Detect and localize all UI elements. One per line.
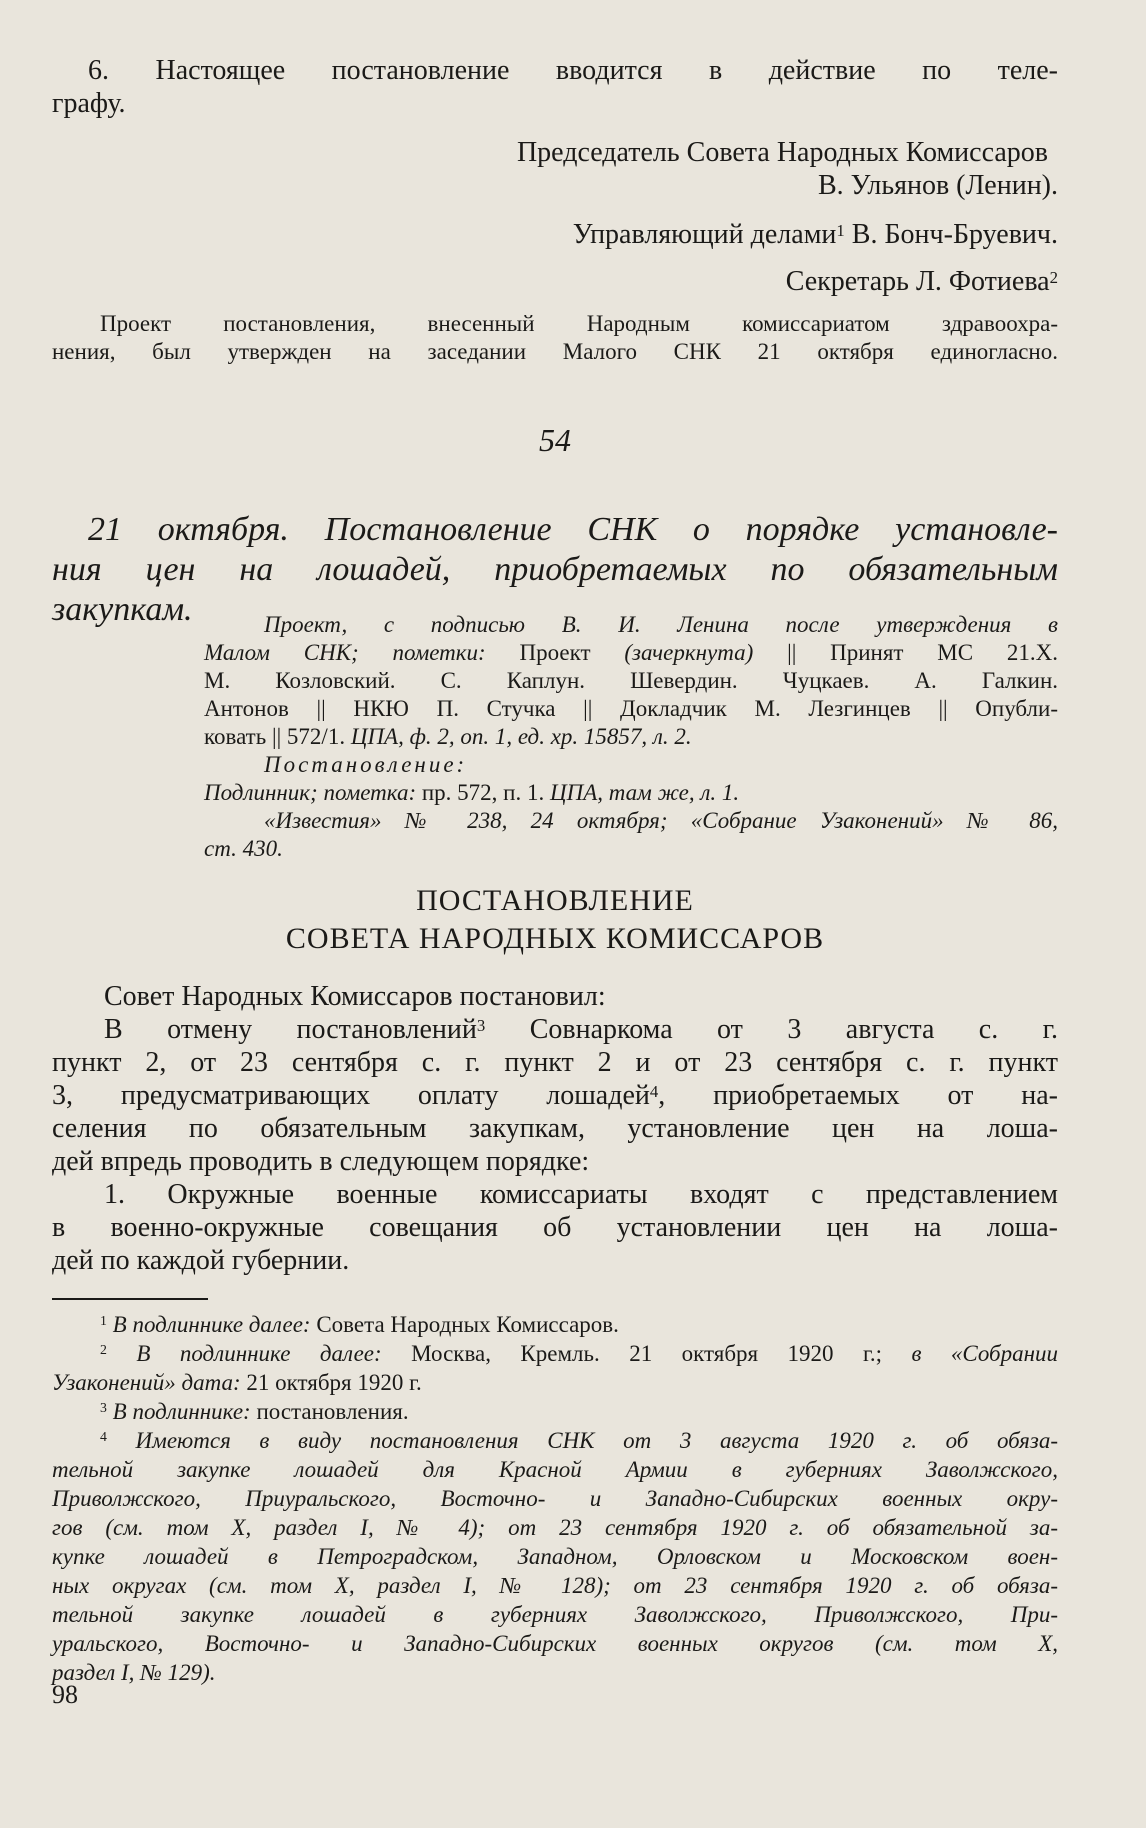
footnote-2-c: в «Собрании xyxy=(911,1341,1059,1366)
archive-line-6-c: ЦПА, там же, л. 1. xyxy=(550,780,740,805)
archive-line-2-c: (зачеркнута) xyxy=(624,640,754,665)
archive-line-4: Антонов || НКЮ П. Стучка || Докладчик М. Лезгинцев || Опубли- xyxy=(204,696,1058,721)
document-number xyxy=(52,420,1058,460)
manager-name: В. Бонч-Бруевич. xyxy=(851,219,1058,250)
footnotes xyxy=(52,1310,1058,1687)
body-line-7: 1. Окружные военные комиссариаты входят с представлением xyxy=(104,1179,1058,1210)
item-6-line-1: 6. Настоящее постановление вводится в действие по теле- xyxy=(88,55,1058,86)
body-line-6: дей впредь проводить в следующем порядке: xyxy=(52,1146,590,1177)
footnote-4-line-7: тельной закупке лошадей в губерниях Заволжского, Приволжского, При- xyxy=(52,1602,1058,1627)
footnote-ref-1: 1 xyxy=(836,221,845,240)
footnote-4-line-9: раздел I, № 129). xyxy=(52,1660,216,1685)
note-line-1: Проект постановления, внесенный Народным комиссариатом здравоохра- xyxy=(100,311,1058,336)
footnote-2-d: Узаконений» дата: xyxy=(52,1370,241,1395)
manager-label: Управляющий делами xyxy=(572,219,837,250)
manager-signature xyxy=(52,218,1058,251)
footnote-2-a: В подлиннике далее: xyxy=(136,1341,382,1366)
footnote-4-line-8: уральского, Восточно- и Западно-Сибирских военных округов (см. том X, xyxy=(52,1631,1058,1656)
heading-line-1: ПОСТАНОВЛЕНИЕ xyxy=(416,884,694,917)
footnote-3 xyxy=(52,1397,1058,1426)
archive-line-2-a: Малом СНК; пометки: xyxy=(204,640,486,665)
footnote-4-line-1 xyxy=(52,1426,1058,1455)
archive-line-2-d: || Принят МС 21.X. xyxy=(787,640,1058,665)
signatures xyxy=(52,136,1058,298)
body-line-2-a: В отмену постановлений xyxy=(104,1014,477,1045)
body-line-8: в военно-окружные совещания об установлении цен на лоша- xyxy=(52,1212,1058,1243)
archive-line-5-b: ЦПА, ф. 2, оп. 1, ед. хр. 15857, л. 2. xyxy=(350,724,692,749)
footnote-4-line-6: ных округах (см. том X, раздел I, № 128); от 23 сентября 1920 г. об обяза- xyxy=(52,1573,1058,1598)
footnote-4-marker: 4 xyxy=(100,1429,107,1444)
footnote-1-b: Совета Народных Комиссаров. xyxy=(316,1312,619,1337)
heading-line-2: СОВЕТА НАРОДНЫХ КОМИССАРОВ xyxy=(285,922,825,955)
body-line-2 xyxy=(52,1013,1058,1046)
archive-line-7: «Известия» № 238, 24 октября; «Собрание Узаконений» № 86, xyxy=(264,808,1058,833)
secretary-name: Секретарь Л. Фотиева xyxy=(785,266,1050,297)
archive-line-6-a: Подлинник; пометка: xyxy=(204,780,417,805)
footnote-ref-2: 2 xyxy=(1049,268,1058,287)
footnote-4-line-3: Приволжского, Приуральского, Восточно- и Западно-Сибирских военных окру- xyxy=(52,1486,1058,1511)
item-6-paragraph xyxy=(52,54,1058,120)
footnote-ref-4: 4 xyxy=(649,1082,659,1101)
footnote-4-line-4: гов (см. том X, раздел I, № 4); от 23 сентября 1920 г. об обязательной за- xyxy=(52,1515,1058,1540)
footnote-ref-3: 3 xyxy=(476,1016,486,1035)
archive-line-8: ст. 430. xyxy=(204,836,283,861)
archive-line-1-text: Проект, с подписью В. И. Ленина после утверждения в xyxy=(264,612,1058,637)
chair-title: Председатель Совета Народных Комиссаров xyxy=(516,137,1048,168)
item-6-line-2: графу. xyxy=(52,88,126,119)
footnote-4-line-2: тельной закупке лошадей для Красной Армии в губерниях Заволжского, xyxy=(52,1457,1058,1482)
body-line-9: дей по каждой губернии. xyxy=(52,1245,350,1276)
footnote-4-text-1: Имеются в виду постановления СНК от 3 августа 1920 г. об обяза- xyxy=(135,1428,1058,1453)
chair-name: В. Ульянов (Ленин). xyxy=(818,170,1058,201)
footnote-1-a: В подлиннике далее: xyxy=(112,1312,311,1337)
footnote-3-b: постановления. xyxy=(256,1399,409,1424)
body-line-4-a: 3, предусматривающих оплату лошадей xyxy=(52,1080,650,1111)
archive-line-1 xyxy=(204,611,1058,639)
footnote-2-b: Москва, Кремль. 21 октября 1920 г.; xyxy=(411,1341,882,1366)
archive-line-2-b: Проект xyxy=(519,640,591,665)
footnote-1 xyxy=(52,1310,1058,1339)
page-number: 98 xyxy=(52,1680,78,1709)
title-line-1: 21 октября. Постановление СНК о порядке установле- xyxy=(88,511,1058,548)
resolution-body xyxy=(52,980,1058,1277)
footnote-2-e: 21 октября 1920 г. xyxy=(246,1370,422,1395)
body-line-3: пункт 2, от 23 сентября с. г. пункт 2 и от 23 сентября с. г. пункт xyxy=(52,1047,1058,1078)
body-line-2-b: Совнаркома от 3 августа с. г. xyxy=(529,1014,1058,1045)
archive-subhead: Постановление: xyxy=(264,752,468,777)
footnote-2-line-1 xyxy=(52,1339,1058,1368)
footnote-2-line-2 xyxy=(52,1368,1058,1397)
document-number-text: 54 xyxy=(539,422,571,458)
footnote-3-a: В подлиннике: xyxy=(112,1399,251,1424)
body-line-4-b: , приобретаемых от на- xyxy=(658,1080,1058,1111)
body-line-4 xyxy=(52,1079,1058,1112)
note-line-2: нения, был утвержден на заседании Малого СНК 21 октября единогласно. xyxy=(52,339,1058,364)
archive-line-2 xyxy=(204,639,1058,667)
footnote-4-line-5: купке лошадей в Петроградском, Западном, Орловском и Московском воен- xyxy=(52,1544,1058,1569)
title-line-3: закупкам. xyxy=(52,591,193,628)
footnote-1-marker: 1 xyxy=(100,1313,107,1328)
title-line-2: ния цен на лошадей, приобретаемых по обязательным xyxy=(52,551,1058,588)
archive-line-5-a: ковать || 572/1. xyxy=(204,724,346,749)
archive-line-6-b: пр. 572, п. 1. xyxy=(421,780,545,805)
body-line-1: Совет Народных Комиссаров постановил: xyxy=(104,981,606,1012)
footnote-2-marker: 2 xyxy=(100,1342,107,1357)
archive-line-5 xyxy=(204,723,1058,751)
archive-line-3: М. Козловский. С. Каплун. Шевердин. Чуцкаев. А. Галкин. xyxy=(204,668,1058,693)
footnote-rule xyxy=(52,1298,208,1300)
editorial-note xyxy=(52,310,1058,366)
body-line-5: селения по обязательным закупкам, установление цен на лоша- xyxy=(52,1113,1058,1144)
archive-line-6 xyxy=(204,779,1058,807)
footnote-3-marker: 3 xyxy=(100,1400,107,1415)
resolution-heading xyxy=(52,882,1058,958)
archival-description xyxy=(204,611,1058,863)
secretary-signature xyxy=(52,265,1058,298)
